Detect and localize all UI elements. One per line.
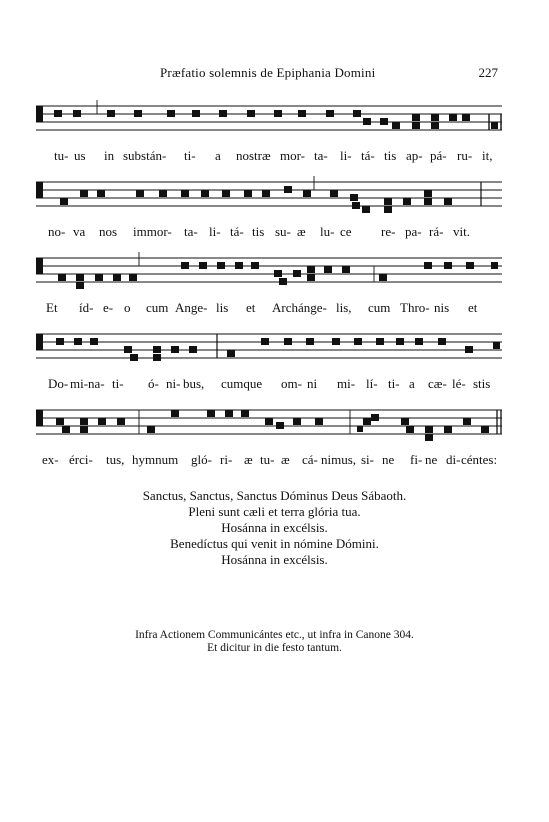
rubric-line-1: Infra Actionem Communicántes etc., ut infra in Canone 304. <box>135 629 414 641</box>
syllable: ta- <box>314 148 328 163</box>
syllable: gló- <box>191 452 212 467</box>
syllable: Do- <box>48 376 69 391</box>
syllable: a <box>409 376 415 391</box>
syllable: Thro- <box>400 300 430 315</box>
syllable: li- <box>340 148 352 163</box>
syllable: cá- <box>302 452 318 467</box>
syllable: e- <box>103 300 114 315</box>
staff-3 <box>36 252 502 292</box>
syllable: tá- <box>361 148 375 163</box>
syllable: tus, <box>106 452 125 467</box>
syllable: ó- <box>148 376 159 391</box>
syllable: pá- <box>430 148 447 163</box>
syllable: æ <box>244 452 253 467</box>
syllable: nimus, <box>321 452 357 467</box>
syllable: mi- <box>337 376 356 391</box>
syllable: cæ- <box>428 376 447 391</box>
syllable: a <box>215 148 221 163</box>
sanctus-text <box>0 488 549 568</box>
syllable: cum <box>146 300 169 315</box>
syllable: ne <box>425 452 438 467</box>
syllable: in <box>104 148 115 163</box>
syllable: tá- <box>230 224 244 239</box>
syllable: ni <box>307 376 318 391</box>
syllable: it, <box>482 148 493 163</box>
syllable: cum <box>368 300 391 315</box>
sanctus-line: Hosánna in excélsis. <box>221 552 328 567</box>
page-number: 227 <box>478 65 498 80</box>
syllable: hymnum <box>132 452 179 467</box>
syllable: nos <box>99 224 118 239</box>
syllable: ni- <box>166 376 181 391</box>
syllable: fi- <box>410 452 423 467</box>
rubric-line-2: Et dicitur in die festo tantum. <box>207 642 342 654</box>
syllable: lé- <box>452 376 466 391</box>
syllable: si- <box>361 452 374 467</box>
lyrics-line-2 <box>36 224 502 242</box>
syllable: lis, <box>336 300 352 315</box>
syllable: céntes: <box>461 452 498 467</box>
syllable: na- <box>88 376 105 391</box>
syllable: stis <box>473 376 491 391</box>
syllable: tis <box>384 148 397 163</box>
syllable: immor- <box>133 224 172 239</box>
lyrics-line-1 <box>36 148 502 166</box>
syllable: ti- <box>112 376 124 391</box>
syllable: lí- <box>366 376 378 391</box>
syllable: et <box>246 300 256 315</box>
syllable: vit. <box>453 224 470 239</box>
syllable: ta- <box>184 224 198 239</box>
syllable: æ <box>297 224 306 239</box>
syllable: li- <box>209 224 221 239</box>
syllable: om- <box>281 376 302 391</box>
syllable: re- <box>381 224 396 239</box>
syllable: va <box>73 224 86 239</box>
syllable: ri- <box>220 452 233 467</box>
syllable: su- <box>275 224 291 239</box>
sanctus-line: Benedíctus qui venit in nómine Dómini. <box>170 536 379 551</box>
syllable: ce <box>340 224 352 239</box>
staff-2 <box>36 176 502 216</box>
syllable: Ange- <box>175 300 208 315</box>
staff-4 <box>36 328 502 368</box>
syllable: ti- <box>388 376 400 391</box>
lyrics-line-3 <box>36 300 502 318</box>
syllable: nis <box>434 300 450 315</box>
syllable: ap- <box>406 148 423 163</box>
staff-5 <box>36 404 502 444</box>
syllable: rá- <box>429 224 444 239</box>
syllable: di- <box>446 452 461 467</box>
lyrics-line-5 <box>36 452 502 470</box>
syllable: et <box>468 300 478 315</box>
syllable: bus, <box>183 376 205 391</box>
running-title: Præfatio solemnis de Epiphania Domini <box>160 65 376 80</box>
staff-1 <box>36 100 502 140</box>
syllable: ex- <box>42 452 59 467</box>
sanctus-line: Sanctus, Sanctus, Sanctus Dóminus Deus Sábaoth. <box>142 488 407 503</box>
syllable: pa- <box>405 224 422 239</box>
syllable: lis <box>216 300 229 315</box>
syllable: Archánge- <box>272 300 327 315</box>
syllable: ne <box>382 452 395 467</box>
syllable: ti- <box>184 148 196 163</box>
syllable: érci- <box>69 452 93 467</box>
syllable: mor- <box>280 148 306 163</box>
syllable: tu- <box>54 148 69 163</box>
syllable: nostræ <box>236 148 271 163</box>
syllable: lu- <box>320 224 335 239</box>
syllable: tis <box>252 224 265 239</box>
syllable: tu- <box>260 452 275 467</box>
syllable: substán- <box>123 148 167 163</box>
syllable: o <box>124 300 131 315</box>
syllable: us <box>74 148 86 163</box>
sanctus-line: Pleni sunt cæli et terra glória tua. <box>188 504 361 519</box>
page-header <box>36 65 498 85</box>
lyrics-line-4 <box>36 376 502 394</box>
syllable: cumque <box>221 376 263 391</box>
syllable: ru- <box>457 148 473 163</box>
syllable: mi- <box>70 376 89 391</box>
syllable: íd- <box>79 300 94 315</box>
sanctus-line: Hosánna in excélsis. <box>221 520 328 535</box>
syllable: Et <box>46 300 58 315</box>
rubric <box>0 629 549 655</box>
syllable: no- <box>48 224 66 239</box>
syllable: æ <box>281 452 290 467</box>
